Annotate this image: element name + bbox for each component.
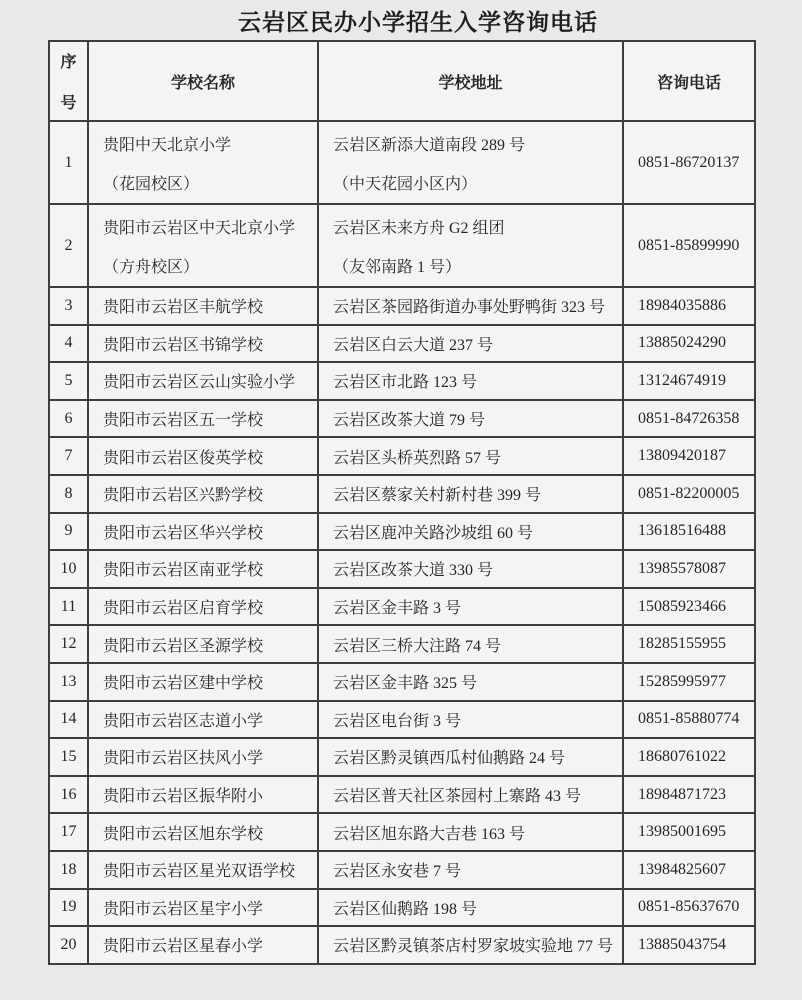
table-row [49, 362, 755, 400]
school-address-cell [318, 889, 623, 927]
header-school-address: 学校地址 [318, 41, 623, 121]
phone-cell: 15085923466 [623, 588, 755, 626]
school-address-line1: 云岩区黔灵镇茶店村罗家坡实验地 77 号 [333, 938, 614, 956]
school-address-cell [318, 663, 623, 701]
phone-cell: 13809420187 [623, 437, 755, 475]
school-address-line1: 云岩区改茶大道 79 号 [333, 412, 486, 430]
phone-cell: 0851-86720137 [623, 121, 755, 204]
phone-cell: 13985001695 [623, 813, 755, 851]
table-row [49, 588, 755, 626]
header-index-line1: 序 [60, 54, 77, 71]
school-address-cell [318, 325, 623, 363]
school-name-line1: 贵阳市云岩区书锦学校 [103, 336, 264, 354]
row-index-cell: 11 [49, 588, 88, 626]
school-name-cell [88, 362, 318, 400]
school-name-cell [88, 513, 318, 551]
row-index-cell: 19 [49, 889, 88, 927]
row-index-cell: 1 [49, 121, 88, 204]
table-row [49, 325, 755, 363]
phone-cell: 0851-84726358 [623, 400, 755, 438]
phone-cell: 0851-85637670 [623, 889, 755, 927]
school-address-cell [318, 550, 623, 588]
school-address-cell [318, 400, 623, 438]
row-index-cell: 3 [49, 287, 88, 325]
schools-table [48, 40, 756, 965]
row-index-cell: 6 [49, 400, 88, 438]
school-address-line2: （友邻南路 1 号） [333, 258, 462, 276]
table-row [49, 437, 755, 475]
table-row [49, 813, 755, 851]
school-name-line1: 贵阳市云岩区启育学校 [103, 600, 264, 618]
row-index-cell: 14 [49, 701, 88, 739]
table-row [49, 400, 755, 438]
school-name-cell [88, 738, 318, 776]
school-name-cell [88, 851, 318, 889]
school-address-cell [318, 776, 623, 814]
row-index-cell: 10 [49, 550, 88, 588]
school-address-cell [318, 701, 623, 739]
school-name-line1: 贵阳市云岩区振华附小 [103, 788, 264, 806]
school-address-line1: 云岩区普天社区茶园村上寨路 43 号 [333, 788, 582, 806]
page-title: 云岩区民办小学招生入学咨询电话 [238, 10, 598, 35]
school-name-line1: 贵阳市云岩区南亚学校 [103, 562, 264, 580]
phone-cell: 0851-85880774 [623, 701, 755, 739]
school-address-line1: 云岩区仙鹅路 198 号 [333, 900, 478, 918]
school-address-line1: 云岩区金丰路 3 号 [333, 600, 462, 618]
school-address-cell [318, 738, 623, 776]
school-name-line1: 贵阳市云岩区俊英学校 [103, 449, 264, 467]
phone-cell: 13618516488 [623, 513, 755, 551]
table-row [49, 287, 755, 325]
school-name-cell [88, 287, 318, 325]
header-index-line2: 号 [60, 95, 77, 112]
school-name-cell [88, 475, 318, 513]
school-name-line1: 贵阳市云岩区星春小学 [103, 938, 264, 956]
school-address-line1: 云岩区白云大道 237 号 [333, 336, 494, 354]
school-address-line1: 云岩区三桥大注路 74 号 [333, 637, 502, 655]
school-address-cell [318, 437, 623, 475]
table-row [49, 475, 755, 513]
row-index-cell: 5 [49, 362, 88, 400]
table-row [49, 121, 755, 204]
header-row [49, 41, 755, 121]
table-row [49, 663, 755, 701]
row-index-cell: 20 [49, 926, 88, 964]
phone-cell: 13885043754 [623, 926, 755, 964]
school-name-line1: 贵阳市云岩区丰航学校 [103, 299, 264, 317]
phone-cell: 18285155955 [623, 625, 755, 663]
school-name-cell [88, 926, 318, 964]
phone-cell: 0851-85899990 [623, 204, 755, 287]
table-row [49, 550, 755, 588]
table-body [49, 121, 755, 964]
school-name-cell [88, 625, 318, 663]
school-name-cell [88, 588, 318, 626]
table-row [49, 926, 755, 964]
school-address-line1: 云岩区蔡家关村新村巷 399 号 [333, 487, 542, 505]
school-address-line1: 云岩区鹿冲关路沙坡组 60 号 [333, 524, 534, 542]
school-name-line1: 贵阳市云岩区星光双语学校 [103, 863, 296, 881]
row-index-cell: 4 [49, 325, 88, 363]
school-address-cell [318, 926, 623, 964]
school-address-cell [318, 625, 623, 663]
school-name-cell [88, 121, 318, 204]
row-index-cell: 15 [49, 738, 88, 776]
school-address-cell [318, 588, 623, 626]
phone-cell: 18680761022 [623, 738, 755, 776]
school-name-cell [88, 776, 318, 814]
phone-cell: 13984825607 [623, 851, 755, 889]
school-name-line2: （方舟校区） [103, 258, 200, 276]
school-address-line1: 云岩区旭东路大吉巷 163 号 [333, 825, 526, 843]
phone-cell: 13124674919 [623, 362, 755, 400]
table-row [49, 738, 755, 776]
table-row [49, 513, 755, 551]
school-name-line2: （花园校区） [103, 175, 200, 193]
school-address-line1: 云岩区金丰路 325 号 [333, 675, 478, 693]
header-school-name: 学校名称 [88, 41, 318, 121]
school-name-line1: 贵阳市云岩区建中学校 [103, 675, 264, 693]
table-row [49, 851, 755, 889]
school-name-line1: 贵阳市云岩区五一学校 [103, 412, 264, 430]
school-name-cell [88, 701, 318, 739]
row-index-cell: 16 [49, 776, 88, 814]
phone-cell: 18984035886 [623, 287, 755, 325]
row-index-cell: 13 [49, 663, 88, 701]
school-name-cell [88, 325, 318, 363]
school-address-line1: 云岩区电台街 3 号 [333, 712, 462, 730]
school-address-line2: （中天花园小区内） [333, 175, 478, 193]
school-name-cell [88, 889, 318, 927]
school-address-cell [318, 287, 623, 325]
row-index-cell: 8 [49, 475, 88, 513]
school-name-cell [88, 663, 318, 701]
phone-cell: 0851-82200005 [623, 475, 755, 513]
school-address-line1: 云岩区改茶大道 330 号 [333, 562, 494, 580]
row-index-cell: 9 [49, 513, 88, 551]
school-address-cell [318, 813, 623, 851]
table-row [49, 701, 755, 739]
school-name-cell [88, 204, 318, 287]
school-name-line1: 贵阳市云岩区扶风小学 [103, 750, 264, 768]
header-index [49, 41, 88, 121]
row-index-cell: 12 [49, 625, 88, 663]
school-name-cell [88, 437, 318, 475]
school-address-line1: 云岩区黔灵镇西瓜村仙鹅路 24 号 [333, 750, 566, 768]
phone-cell: 15285995977 [623, 663, 755, 701]
school-name-line1: 贵阳市云岩区圣源学校 [103, 637, 264, 655]
phone-cell: 13985578087 [623, 550, 755, 588]
school-name-line1: 贵阳市云岩区云山实验小学 [103, 374, 296, 392]
row-index-cell: 18 [49, 851, 88, 889]
school-name-line1: 贵阳市云岩区华兴学校 [103, 524, 264, 542]
school-name-line1: 贵阳市云岩区旭东学校 [103, 825, 264, 843]
school-address-cell [318, 513, 623, 551]
row-index-cell: 17 [49, 813, 88, 851]
school-address-line1: 云岩区永安巷 7 号 [333, 863, 462, 881]
school-address-cell [318, 121, 623, 204]
school-name-cell [88, 550, 318, 588]
school-address-line1: 云岩区新添大道南段 289 号 [333, 136, 526, 154]
school-address-cell [318, 204, 623, 287]
school-name-line1: 贵阳市云岩区志道小学 [103, 712, 264, 730]
school-address-line1: 云岩区市北路 123 号 [333, 374, 478, 392]
table-row [49, 204, 755, 287]
school-address-cell [318, 475, 623, 513]
row-index-cell: 7 [49, 437, 88, 475]
header-phone: 咨询电话 [623, 41, 755, 121]
school-name-cell [88, 400, 318, 438]
table-row [49, 776, 755, 814]
school-address-cell [318, 851, 623, 889]
school-name-line1: 贵阳市云岩区中天北京小学 [103, 219, 296, 237]
school-address-line1: 云岩区头桥英烈路 57 号 [333, 449, 502, 467]
school-name-line1: 贵阳市云岩区兴黔学校 [103, 487, 264, 505]
school-name-line1: 贵阳市云岩区星宇小学 [103, 900, 264, 918]
table-row [49, 625, 755, 663]
school-address-line1: 云岩区茶园路街道办事处野鸭街 323 号 [333, 299, 606, 317]
phone-cell: 18984871723 [623, 776, 755, 814]
row-index-cell: 2 [49, 204, 88, 287]
table-row [49, 889, 755, 927]
school-name-line1: 贵阳中天北京小学 [103, 136, 232, 154]
school-address-line1: 云岩区未来方舟 G2 组团 [333, 219, 505, 237]
school-address-cell [318, 362, 623, 400]
school-name-cell [88, 813, 318, 851]
phone-cell: 13885024290 [623, 325, 755, 363]
